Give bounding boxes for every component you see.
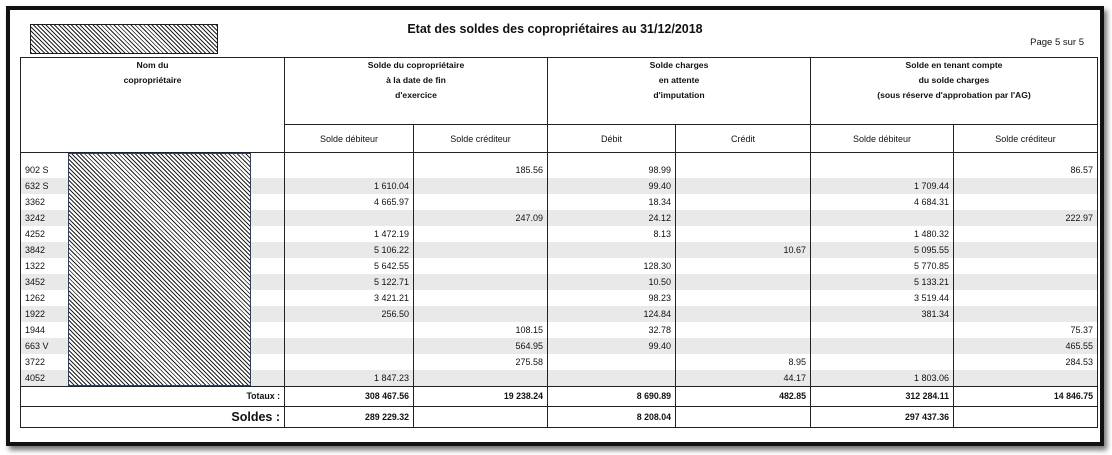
table-row: 3842 5 106.22 10.67 5 095.55 — [21, 242, 1098, 258]
subheader-debit: Débit — [548, 125, 676, 153]
table-row: 3362 4 665.97 18.34 4 684.31 — [21, 194, 1098, 210]
subheader-credit: Crédit — [676, 125, 811, 153]
balance-charges: 8 208.04 — [548, 406, 676, 427]
table-row: 1922 256.50 124.84 381.34 — [21, 306, 1098, 322]
totals-label: Totaux : — [21, 386, 285, 406]
table-row: 4252 1 472.19 8.13 1 480.32 — [21, 226, 1098, 242]
table-row: 1262 3 421.21 98.23 3 519.44 — [21, 290, 1098, 306]
header-owner-name: Nom du copropriétaire — [21, 58, 285, 153]
balance-compte: 297 437.36 — [811, 406, 954, 427]
report-page — [6, 6, 1104, 446]
table-row: 1322 5 642.55 128.30 5 770.85 — [21, 258, 1098, 274]
subheader-solde-crediteur: Solde créditeur — [414, 125, 548, 153]
subheader-solde-crediteur-final: Solde créditeur — [954, 125, 1098, 153]
table-row: 632 S 1 610.04 99.40 1 709.44 — [21, 178, 1098, 194]
document-title: Etat des soldes des copropriétaires au 31/12/2018 — [407, 22, 703, 36]
table-row: 3722 275.58 8.95 284.53 — [21, 354, 1098, 370]
subheader-solde-debiteur-final: Solde débiteur — [811, 125, 954, 153]
table-row: 3242 247.09 24.12 222.97 — [21, 210, 1098, 226]
balances-row — [21, 406, 1098, 427]
table-row: 4052 1 847.23 44.17 1 803.06 — [21, 370, 1098, 387]
page-number: Page 5 sur 5 — [1030, 37, 1084, 48]
table-row: 902 S 185.56 98.99 86.57 — [21, 162, 1098, 178]
header-solde-exercice: Solde du copropriétaire à la date de fin d'exercice — [285, 58, 548, 125]
table-row: 1944 108.15 32.78 75.37 — [21, 322, 1098, 338]
subheader-solde-debiteur: Solde débiteur — [285, 125, 414, 153]
totals-row: Totaux : 308 467.56 19 238.24 8 690.89 482.85 312 284.11 14 846.75 — [21, 386, 1098, 406]
balances-label: Soldes : — [21, 406, 285, 427]
redacted-owner-names — [68, 153, 251, 386]
table-row: 3452 5 122.71 10.50 5 133.21 — [21, 274, 1098, 290]
table-row: 663 V 564.95 99.40 465.55 — [21, 338, 1098, 354]
header-solde-compte: Solde en tenant compte du solde charges (sous réserve d'approbation par l'AG) — [811, 58, 1098, 125]
balance-exercice: 289 229.32 — [285, 406, 414, 427]
header-solde-charges: Solde charges en attente d'imputation — [548, 58, 811, 125]
